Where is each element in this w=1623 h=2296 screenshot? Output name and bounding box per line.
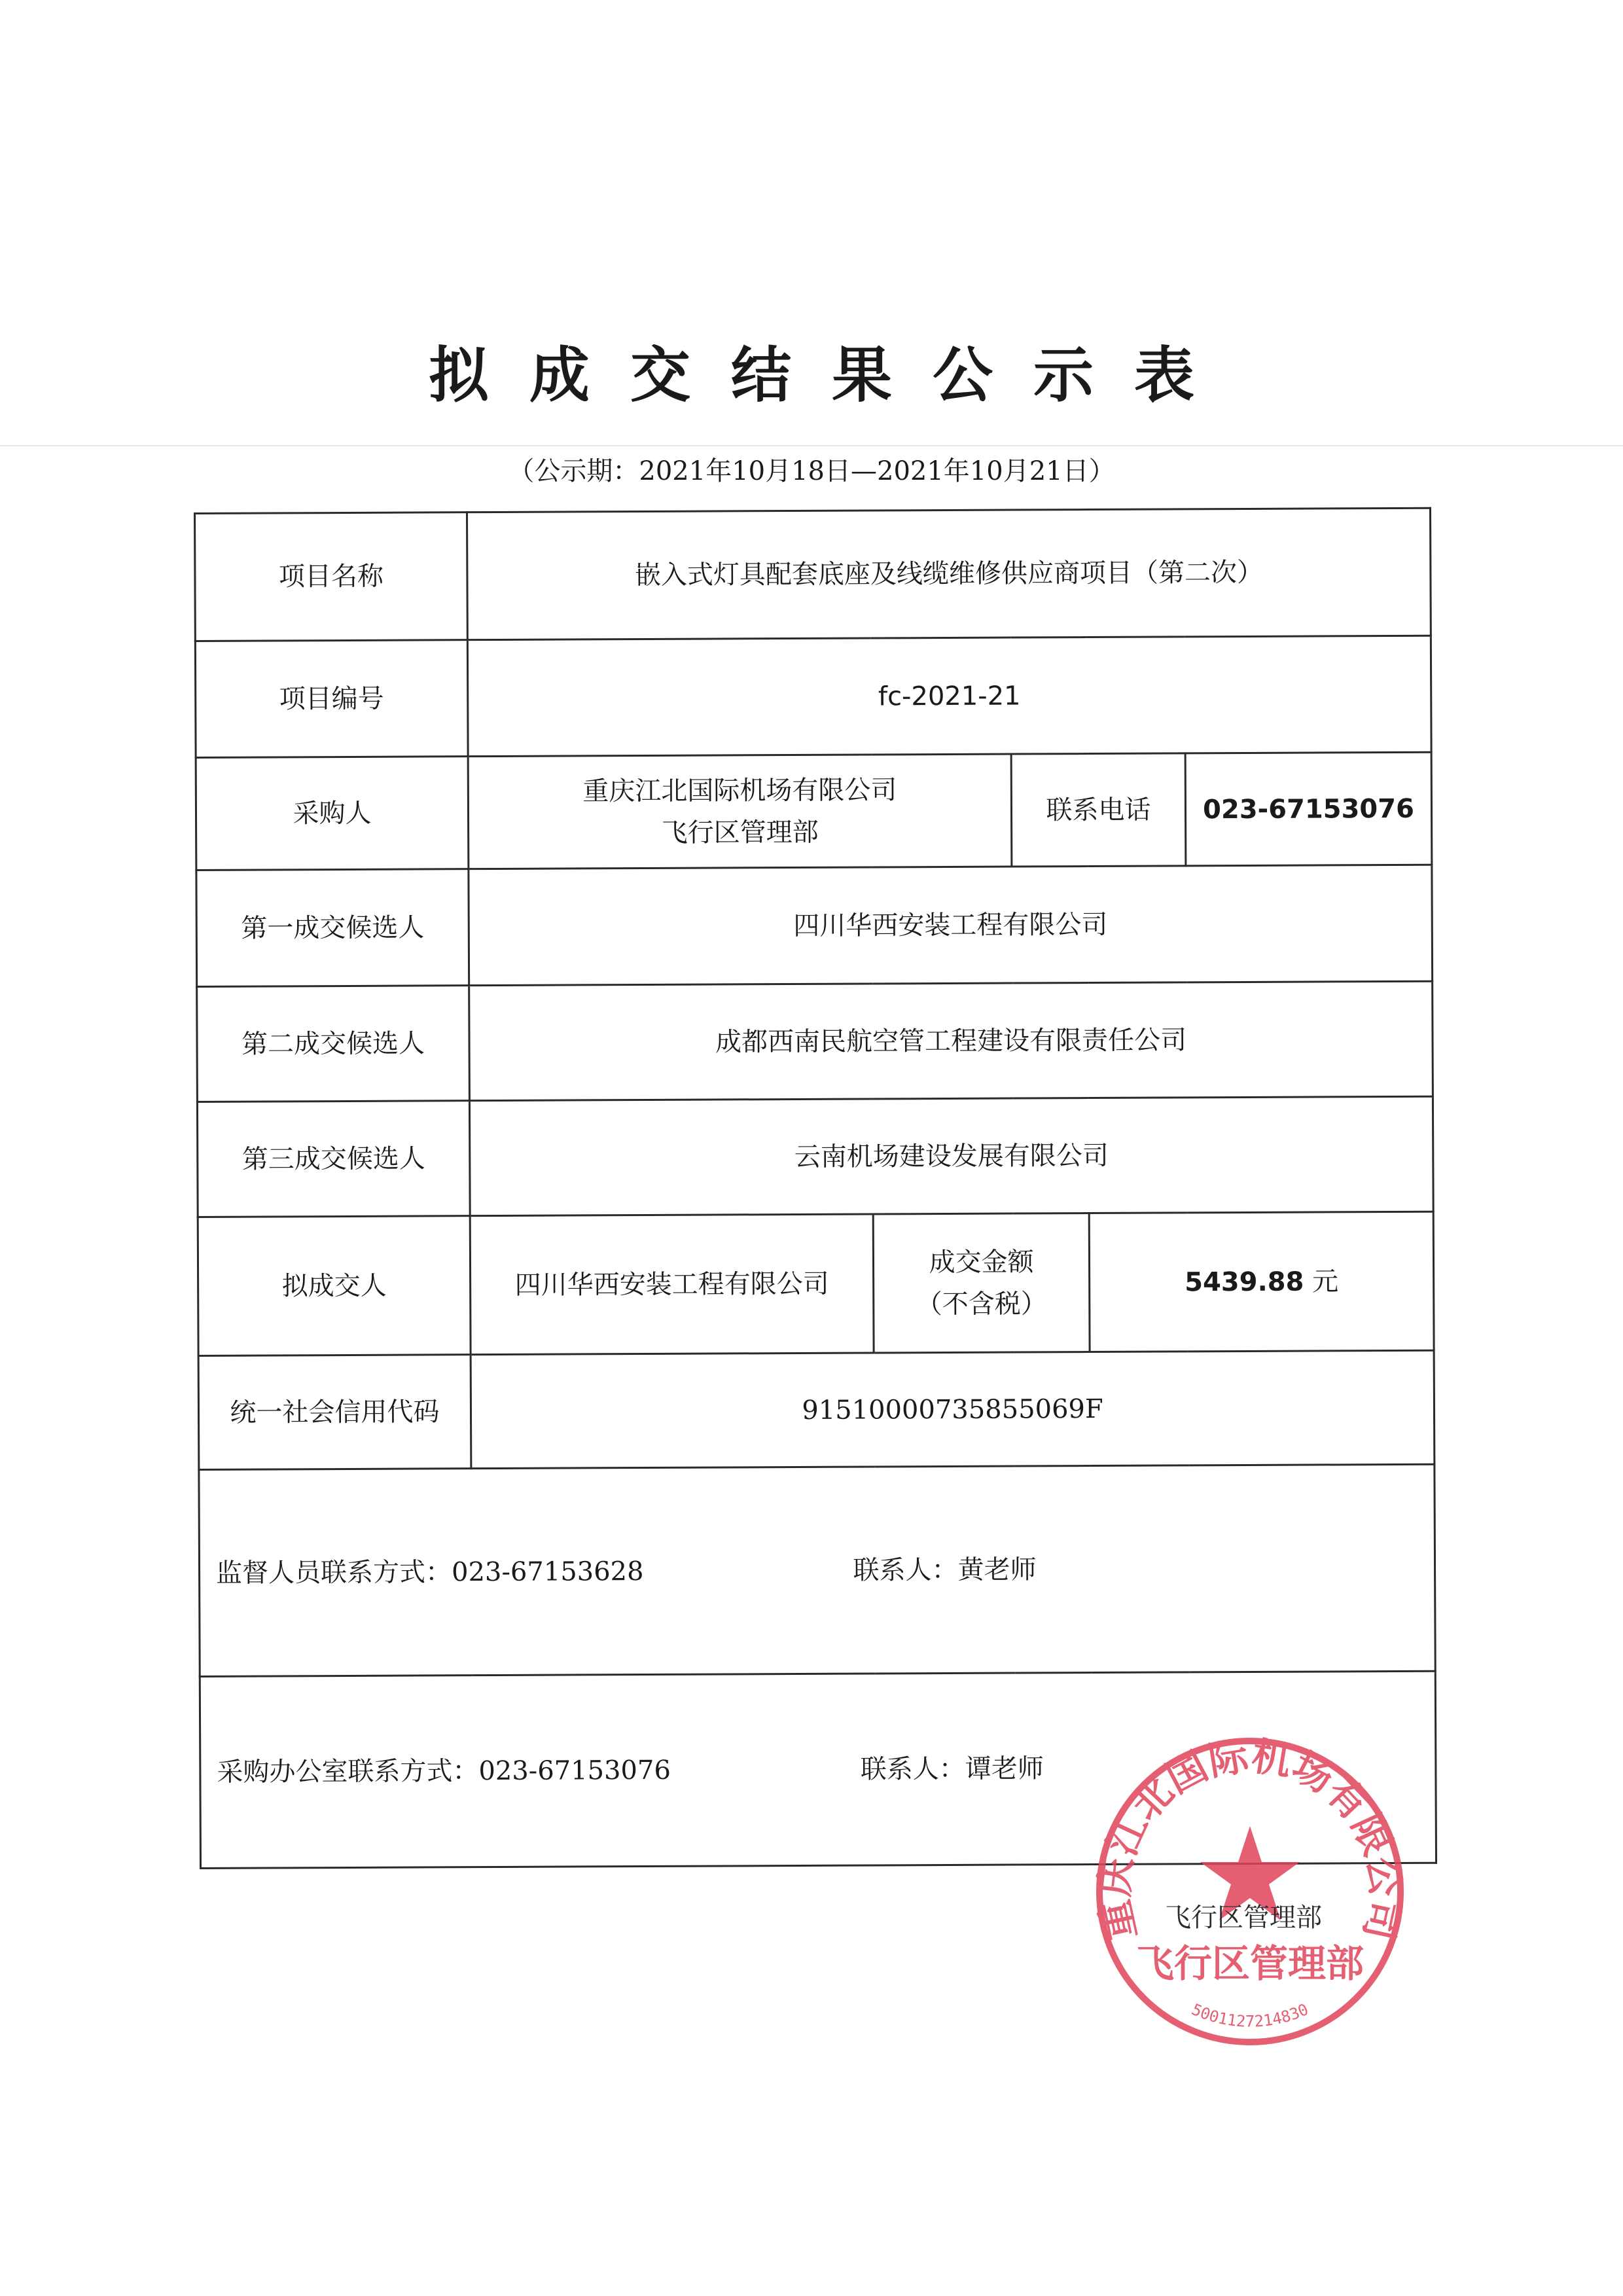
phone-label: 联系电话: [1011, 753, 1186, 867]
first-candidate-value: 四川华西安装工程有限公司: [469, 865, 1433, 985]
company-seal: [1086, 1728, 1414, 2055]
row-supervision: [199, 1464, 1435, 1676]
row-third-candidate: [197, 1096, 1433, 1217]
amount-number: 5439.88: [1185, 1266, 1304, 1297]
project-name-value: 嵌入式灯具配套底座及线缆维修供应商项目（第二次）: [467, 508, 1431, 639]
row-credit-code: [198, 1350, 1435, 1469]
seal-code: 5001127214830: [1188, 2000, 1311, 2031]
credit-code-label: 统一社会信用代码: [198, 1355, 471, 1470]
row-winner: [198, 1211, 1434, 1355]
row-first-candidate: [196, 865, 1433, 986]
seal-overprint-text: 飞行区管理部: [1165, 1903, 1322, 1933]
project-no-value: fc-2021-21: [467, 636, 1431, 756]
supervision-phone: 023-67153628: [451, 1556, 644, 1587]
seal-inner-text: 飞行区管理部: [1135, 1941, 1364, 1986]
buyer-value-line1: 重庆江北国际机场有限公司: [582, 774, 897, 806]
first-candidate-label: 第一成交候选人: [196, 869, 469, 987]
purchase-office-contact-name: 谭老师: [965, 1753, 1044, 1784]
amount-label-line2: （不含税）: [916, 1288, 1047, 1319]
amount-value: [1089, 1211, 1434, 1352]
row-buyer: [196, 752, 1432, 870]
second-candidate-value: 成都西南民航空管工程建设有限责任公司: [469, 981, 1433, 1100]
amount-label: [873, 1213, 1090, 1353]
supervision-label: 监督人员联系方式：: [215, 1556, 452, 1588]
row-project-no: [195, 636, 1431, 757]
third-candidate-label: 第三成交候选人: [197, 1101, 470, 1217]
amount-label-line1: 成交金额: [929, 1246, 1034, 1278]
purchase-office-contact-label: 联系人：: [860, 1753, 965, 1785]
scan-line: [0, 445, 1623, 446]
buyer-label: 采购人: [196, 757, 469, 870]
third-candidate-value: 云南机场建设发展有限公司: [469, 1096, 1433, 1215]
second-candidate-label: 第二成交候选人: [197, 986, 470, 1102]
buyer-value: [468, 754, 1012, 869]
winner-value: 四川华西安装工程有限公司: [470, 1214, 874, 1355]
supervision-contact-name: 黄老师: [957, 1554, 1037, 1585]
row-project-name: [195, 508, 1431, 641]
winner-label: 拟成交人: [198, 1216, 471, 1356]
buyer-value-line2: 飞行区管理部: [661, 817, 819, 848]
project-name-label: 项目名称: [195, 512, 468, 641]
supervision-contact: [199, 1464, 1435, 1676]
purchase-office-label: 采购办公室联系方式：: [217, 1756, 479, 1787]
result-table: [194, 507, 1435, 1867]
amount-unit: 元: [1311, 1266, 1339, 1297]
supervision-contact-label: 联系人：: [853, 1554, 958, 1586]
page-title: 拟成交结果公示表: [428, 340, 1235, 410]
publicity-period: （公示期：2021年10月18日—2021年10月21日）: [508, 456, 1115, 486]
row-second-candidate: [197, 981, 1433, 1102]
phone-value: 023-67153076: [1185, 752, 1432, 866]
credit-code-value: 91510000735855069F: [471, 1350, 1435, 1468]
seal-outer-text: 重庆江北国际机场有限公司: [1092, 1733, 1408, 1945]
purchase-office-phone: 023-67153076: [478, 1755, 671, 1787]
project-no-label: 项目编号: [195, 640, 468, 758]
